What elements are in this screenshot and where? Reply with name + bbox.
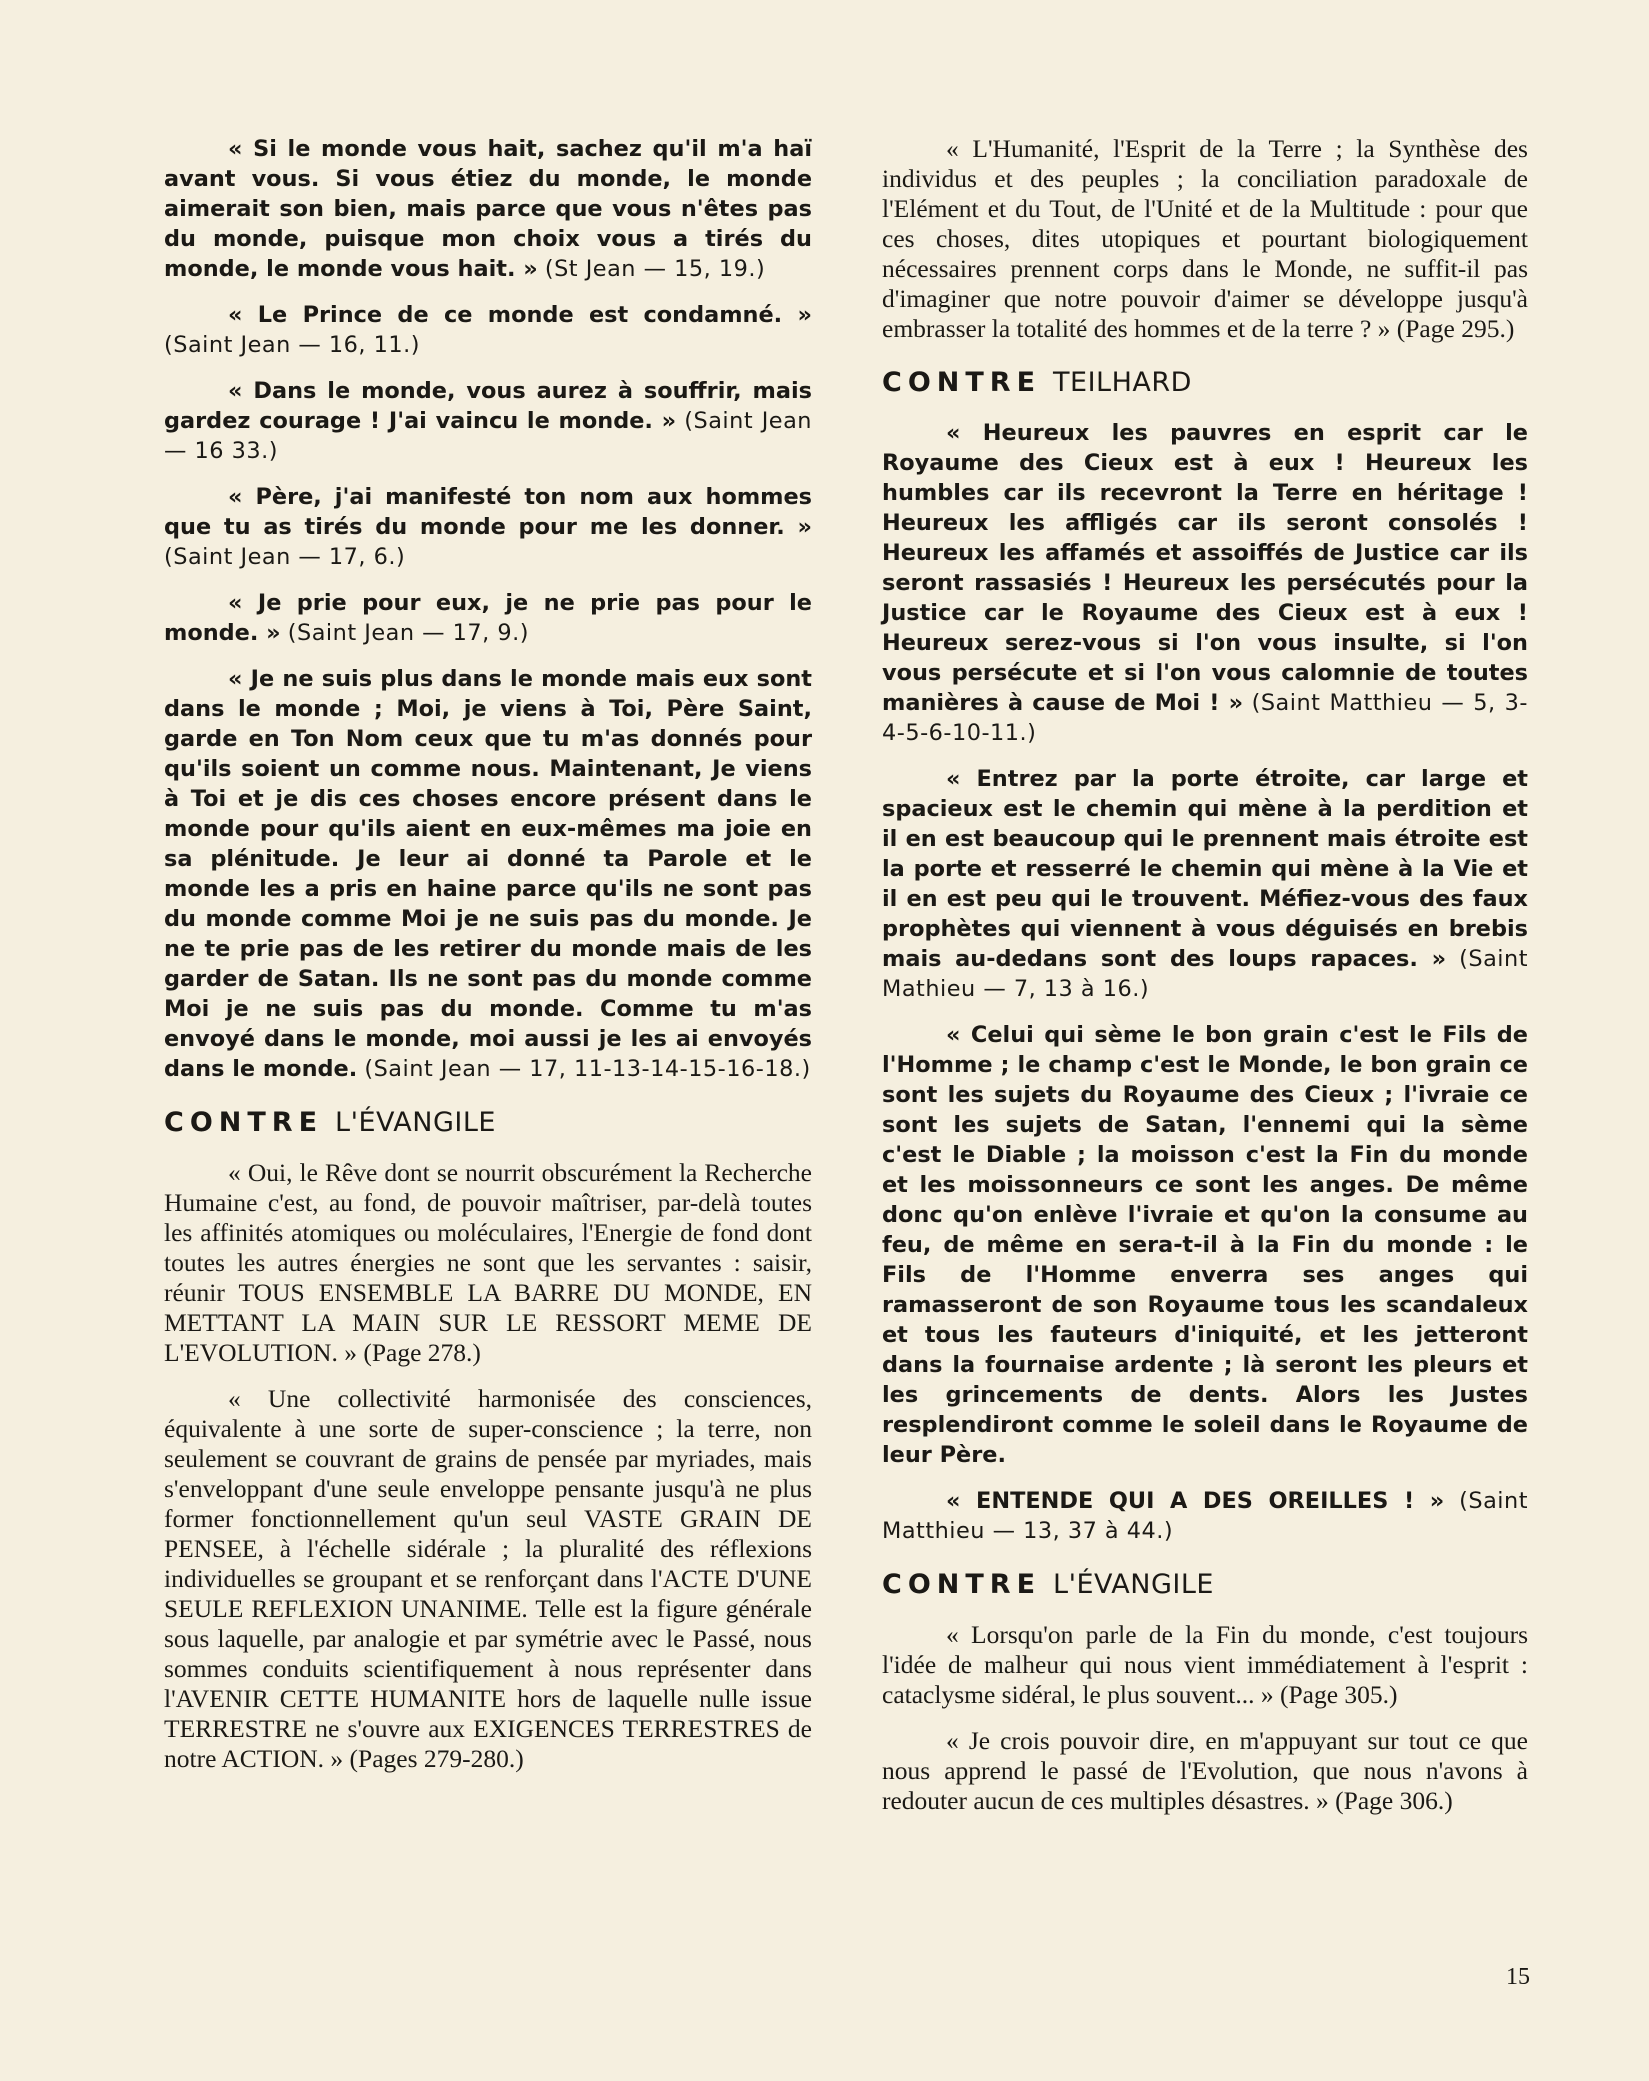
section-heading-contre-evangile (164, 1106, 812, 1140)
teilhard-quote-2: « Une collectivité harmonisée des consciences, équivalente à une sorte de super-conscience ; la terre, non seulement se couvrant de grains de pensée par myriades, mais s'enveloppant d'une seule enveloppe pensante jusqu'à ne plus former fonctionnellement qu'un seul VASTE GRAIN DE PENSEE, à l'échelle sidérale ; la pluralité des réflexions individuelles se groupant et se renforçant dans l'ACTE D'UNE SEULE REFLEXION UNANIME. Telle est la figure générale sous laquelle, par analogie et par symétrie avec le Passé, nous sommes conduits scientifiquement à nous représenter dans l'AVENIR CETTE HUMANITE hors de laquelle nulle issue TERRESTRE ne s'ouvre aux EXIGENCES TERRESTRES de notre ACTION. » (Pages 279-280.) (164, 1384, 812, 1773)
quote-text: « Heureux les pauvres en esprit car le Royaume des Cieux est à eux ! Heureux les humbles car ils recevront la Terre en héritage ! Heureux les affligés car ils seront consolés ! Heureux les affamés et assoiffés de Justice car ils seront rassasiés ! Heureux les persécutés pour la Justice car le Royaume des Cieux est à eux ! Heureux serez-vous si l'on vous insulte, si l'on vous persécute et si l'on vous calomnie de toutes manières à cause de Moi ! » (882, 420, 1528, 716)
quote-citation: (Saint Jean — 17, 11-13-14-15-16-18.) (364, 1056, 811, 1082)
quote-text: « Entrez par la porte étroite, car large et spacieux est le chemin qui mène à la perdition et il en est beaucoup qui le prennent mais étroite est la porte et resserré le chemin qui mène à la Vie et il en est peu qui le trouvent. Méfiez-vous des faux prophètes qui viennent à vous déguisés en brebis mais au-dedans sont des loups rapaces. » (882, 766, 1528, 972)
section-heading-contre-evangile-2 (882, 1568, 1528, 1602)
teilhard-quote-5: « Je crois pouvoir dire, en m'appuyant sur tout ce que nous apprend le passé de l'Evolution, que nous n'avons à redouter aucun de ces multiples désastres. » (Page 306.) (882, 1726, 1528, 1815)
quote-citation: (Saint Jean — 17, 6.) (164, 544, 406, 570)
quote-text: « Je prie pour eux, je ne prie pas pour le monde. » (164, 590, 812, 646)
gospel-quote-7 (882, 418, 1528, 748)
gospel-quote-5 (164, 588, 812, 648)
gospel-quote-1 (164, 134, 812, 284)
quote-citation: (Saint Jean — 16 33.) (164, 408, 812, 464)
quote-text: « Père, j'ai manifesté ton nom aux hommes que tu as tirés du monde pour me les donner. » (164, 484, 812, 540)
quote-text: « Je ne suis plus dans le monde mais eux sont dans le monde ; Moi, je viens à Toi, Père Saint, garde en Ton Nom ceux que tu m'as donnés pour qu'ils soient un comme nous. Maintenant, Je viens à Toi et je dis ces choses encore présent dans le monde pour qu'ils aient en eux-mêmes ma joie en sa plénitude. Je leur ai donné ta Parole et le monde les a pris en haine parce qu'ils ne sont pas du monde comme Moi je ne suis pas du monde. Je ne te prie pas de les retirer du monde mais de les garder de Satan. Ils ne sont pas du monde comme Moi je ne suis pas du monde. Comme tu m'as envoyé dans le monde, moi aussi je les ai envoyés dans le monde. (164, 666, 812, 1082)
gospel-quote-6 (164, 664, 812, 1084)
quote-citation: (Saint Jean — 16, 11.) (164, 332, 420, 358)
heading-bold: CONTRE (164, 1107, 324, 1138)
quote-text: « Le Prince de ce monde est condamné. » (228, 302, 812, 328)
right-column (882, 134, 1528, 1832)
gospel-quote-9 (882, 1020, 1528, 1470)
gospel-quote-4 (164, 482, 812, 572)
gospel-quote-8 (882, 764, 1528, 1004)
gospel-quote-10 (882, 1486, 1528, 1546)
heading-light: L'ÉVANGILE (335, 1107, 496, 1138)
heading-light: TEILHARD (1053, 367, 1192, 398)
page-number: 15 (1506, 1964, 1530, 1990)
quote-citation: (Saint Jean — 17, 9.) (287, 620, 529, 646)
quote-text: « Si le monde vous hait, sachez qu'il m'a haï avant vous. Si vous étiez du monde, le monde aimerait son bien, mais parce que vous n'êtes pas du monde, puisque mon choix vous a tirés du monde, le monde vous hait. » (164, 136, 812, 282)
heading-bold: CONTRE (882, 1569, 1042, 1600)
quote-citation: (Saint Mathieu — 7, 13 à 16.) (882, 946, 1529, 1002)
quote-text: « Celui qui sème le bon grain c'est le Fils de l'Homme ; le champ c'est le Monde, le bon grain ce sont les sujets du Royaume des Cieux ; l'ivraie ce sont les sujets de Satan, l'ennemi qui la sème c'est le Diable ; la moisson c'est la Fin du monde et les moissonneurs ce sont les anges. De même donc qu'on enlève l'ivraie et qu'on la consume au feu, de même en sera-t-il à la Fin du monde : le Fils de l'Homme enverra ses anges qui ramasseront de son Royaume tous les scandaleux et tous les fauteurs d'iniquité, et les jetteront dans la fournaise ardente ; là seront les pleurs et les grincements de dents. Alors les Justes resplendiront comme le soleil dans le Royaume de leur Père. (882, 1022, 1528, 1468)
quote-text: « ENTENDE QUI A DES OREILLES ! » (946, 1488, 1445, 1514)
quote-text: « Dans le monde, vous aurez à souffrir, mais gardez courage ! J'ai vaincu le monde. » (164, 378, 812, 434)
quote-citation: (Saint Matthieu — 13, 37 à 44.) (882, 1488, 1529, 1544)
quote-citation: (Saint Matthieu — 5, 3-4-5-6-10-11.) (882, 690, 1529, 746)
left-column (164, 134, 812, 1790)
gospel-quote-3 (164, 376, 812, 466)
teilhard-quote-4: « Lorsqu'on parle de la Fin du monde, c'est toujours l'idée de malheur qui nous vient immédiatement à l'esprit : cataclysme sidéral, le plus souvent... » (Page 305.) (882, 1620, 1528, 1709)
section-heading-contre-teilhard (882, 366, 1528, 400)
quote-citation: (St Jean — 15, 19.) (544, 256, 766, 282)
teilhard-quote-3: « L'Humanité, l'Esprit de la Terre ; la Synthèse des individus et des peuples ; la conciliation paradoxale de l'Elément et du Tout, de l'Unité et de la Multitude : pour que ces choses, dites utopiques et pourtant biologiquement nécessaires prennent corps dans le Monde, ne suffit-il pas d'imaginer que notre pouvoir d'aimer se développe jusqu'à embrasser la totalité des hommes et de la terre ? » (Page 295.) (882, 134, 1528, 343)
gospel-quote-2 (164, 300, 812, 360)
heading-light: L'ÉVANGILE (1053, 1569, 1214, 1600)
heading-bold: CONTRE (882, 367, 1042, 398)
teilhard-quote-1: « Oui, le Rêve dont se nourrit obscurément la Recherche Humaine c'est, au fond, de pouvoir maîtriser, par-delà toutes les affinités atomiques ou moléculaires, l'Energie de fond dont toutes les autres énergies ne sont que les servantes : saisir, réunir TOUS ENSEMBLE LA BARRE DU MONDE, EN METTANT LA MAIN SUR LE RESSORT MEME DE L'EVOLUTION. » (Page 278.) (164, 1158, 812, 1367)
